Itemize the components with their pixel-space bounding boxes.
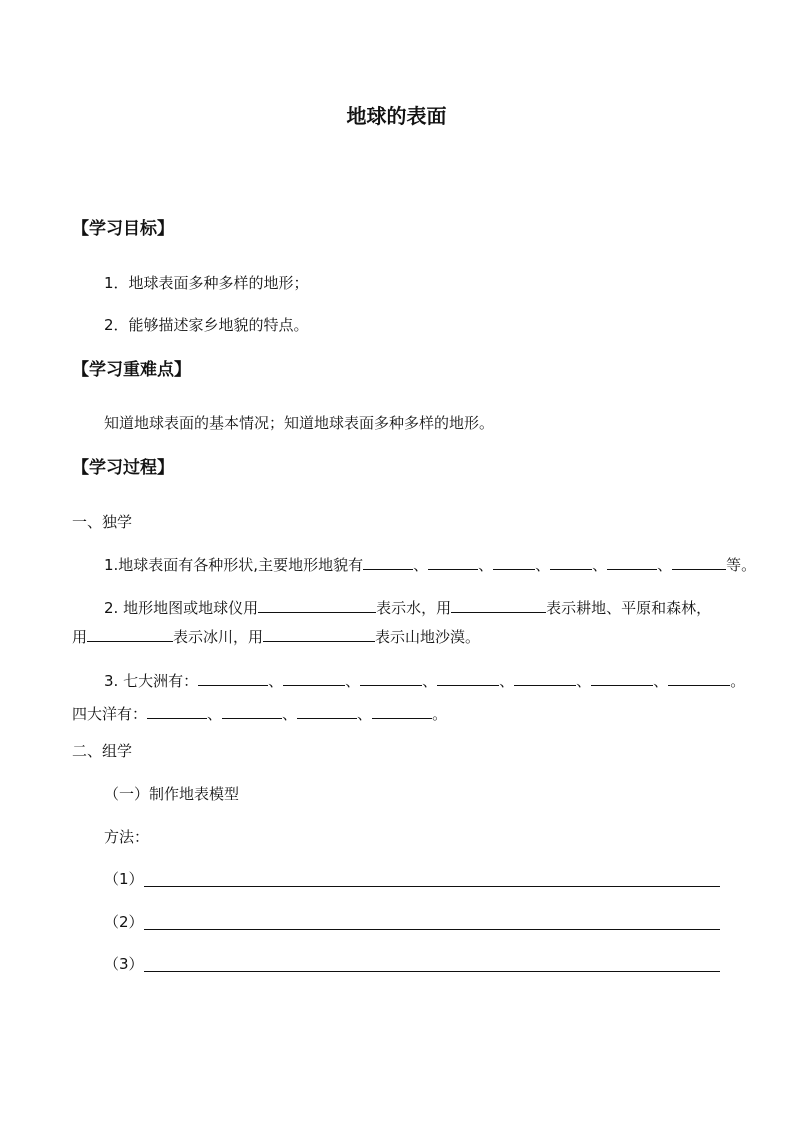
question-3-line-1	[104, 670, 745, 691]
answer-blank[interactable]	[550, 554, 592, 570]
ocean-blank[interactable]	[372, 703, 432, 719]
separator: 、	[207, 705, 223, 723]
question-2-text-a: 2. 地形地图或地球仪用	[104, 599, 259, 617]
key-points-text: 知道地球表面的基本情况；知道地球表面多种多样的地形。	[104, 414, 495, 432]
process-heading: 【学习过程】	[72, 458, 174, 478]
continent-blank[interactable]	[514, 670, 576, 686]
answer-blank[interactable]	[607, 554, 657, 570]
answer-blank[interactable]	[493, 554, 535, 570]
step-2-label: （2）	[104, 913, 144, 931]
separator: 、	[592, 556, 608, 574]
separator: 、	[413, 556, 429, 574]
question-3-text-a: 3. 七大洲有：	[104, 672, 199, 690]
question-1-end: 等。	[726, 556, 757, 574]
continent-blank[interactable]	[591, 670, 653, 686]
separator: 、	[282, 705, 298, 723]
continent-blank[interactable]	[360, 670, 422, 686]
separator: 、	[422, 672, 438, 690]
separator: 、	[657, 556, 673, 574]
method-label: 方法：	[104, 828, 150, 846]
objective-item-1: 1．地球表面多种多样的地形；	[104, 274, 309, 292]
separator: 、	[535, 556, 551, 574]
answer-blank[interactable]	[363, 554, 413, 570]
answer-blank[interactable]	[258, 597, 376, 613]
question-3-line-2	[72, 703, 447, 724]
continent-blank[interactable]	[283, 670, 345, 686]
ocean-blank[interactable]	[297, 703, 357, 719]
question-3-text-b: 四大洋有：	[72, 705, 148, 723]
page-title: 地球的表面	[346, 104, 447, 128]
answer-blank[interactable]	[87, 626, 173, 642]
question-2-text-b: 表示水，用	[376, 599, 452, 617]
continent-blank[interactable]	[668, 670, 730, 686]
question-2-line-2	[72, 626, 480, 647]
separator: 、	[653, 672, 669, 690]
key-points-heading: 【学习重难点】	[72, 360, 191, 380]
question-2-text-c: 表示耕地、平原和森林，	[546, 599, 712, 617]
question-2-line-1	[104, 597, 711, 618]
ocean-blank[interactable]	[222, 703, 282, 719]
separator: 、	[576, 672, 592, 690]
separator: 、	[499, 672, 515, 690]
objectives-heading: 【学习目标】	[72, 219, 174, 239]
continent-blank[interactable]	[198, 670, 268, 686]
answer-blank[interactable]	[672, 554, 726, 570]
separator: 、	[357, 705, 373, 723]
separator: 、	[268, 672, 284, 690]
separator: 、	[478, 556, 494, 574]
question-1-text: 1.地球表面有各种形状,主要地形地貌有	[104, 556, 364, 574]
step-1-label: （1）	[104, 870, 144, 888]
question-2-text-d: 用	[72, 628, 88, 646]
answer-blank[interactable]	[428, 554, 478, 570]
part2-subheading: （一）制作地表模型	[104, 785, 240, 803]
question-2-text-e: 表示冰川，用	[173, 628, 264, 646]
question-2-text-f: 表示山地沙漠。	[375, 628, 481, 646]
step-1-line[interactable]	[144, 886, 720, 887]
separator: 、	[345, 672, 361, 690]
answer-blank[interactable]	[451, 597, 546, 613]
part1-label: 一、独学	[72, 513, 133, 531]
objective-item-2: 2．能够描述家乡地貌的特点。	[104, 316, 309, 334]
step-2-line[interactable]	[144, 929, 720, 930]
ocean-blank[interactable]	[147, 703, 207, 719]
question-1	[104, 554, 756, 575]
step-3-line[interactable]	[144, 971, 720, 972]
question-3-end-b: 。	[432, 705, 448, 723]
answer-blank[interactable]	[263, 626, 375, 642]
part2-label: 二、组学	[72, 742, 133, 760]
step-3-label: （3）	[104, 955, 144, 973]
question-3-end: 。	[730, 672, 746, 690]
continent-blank[interactable]	[437, 670, 499, 686]
